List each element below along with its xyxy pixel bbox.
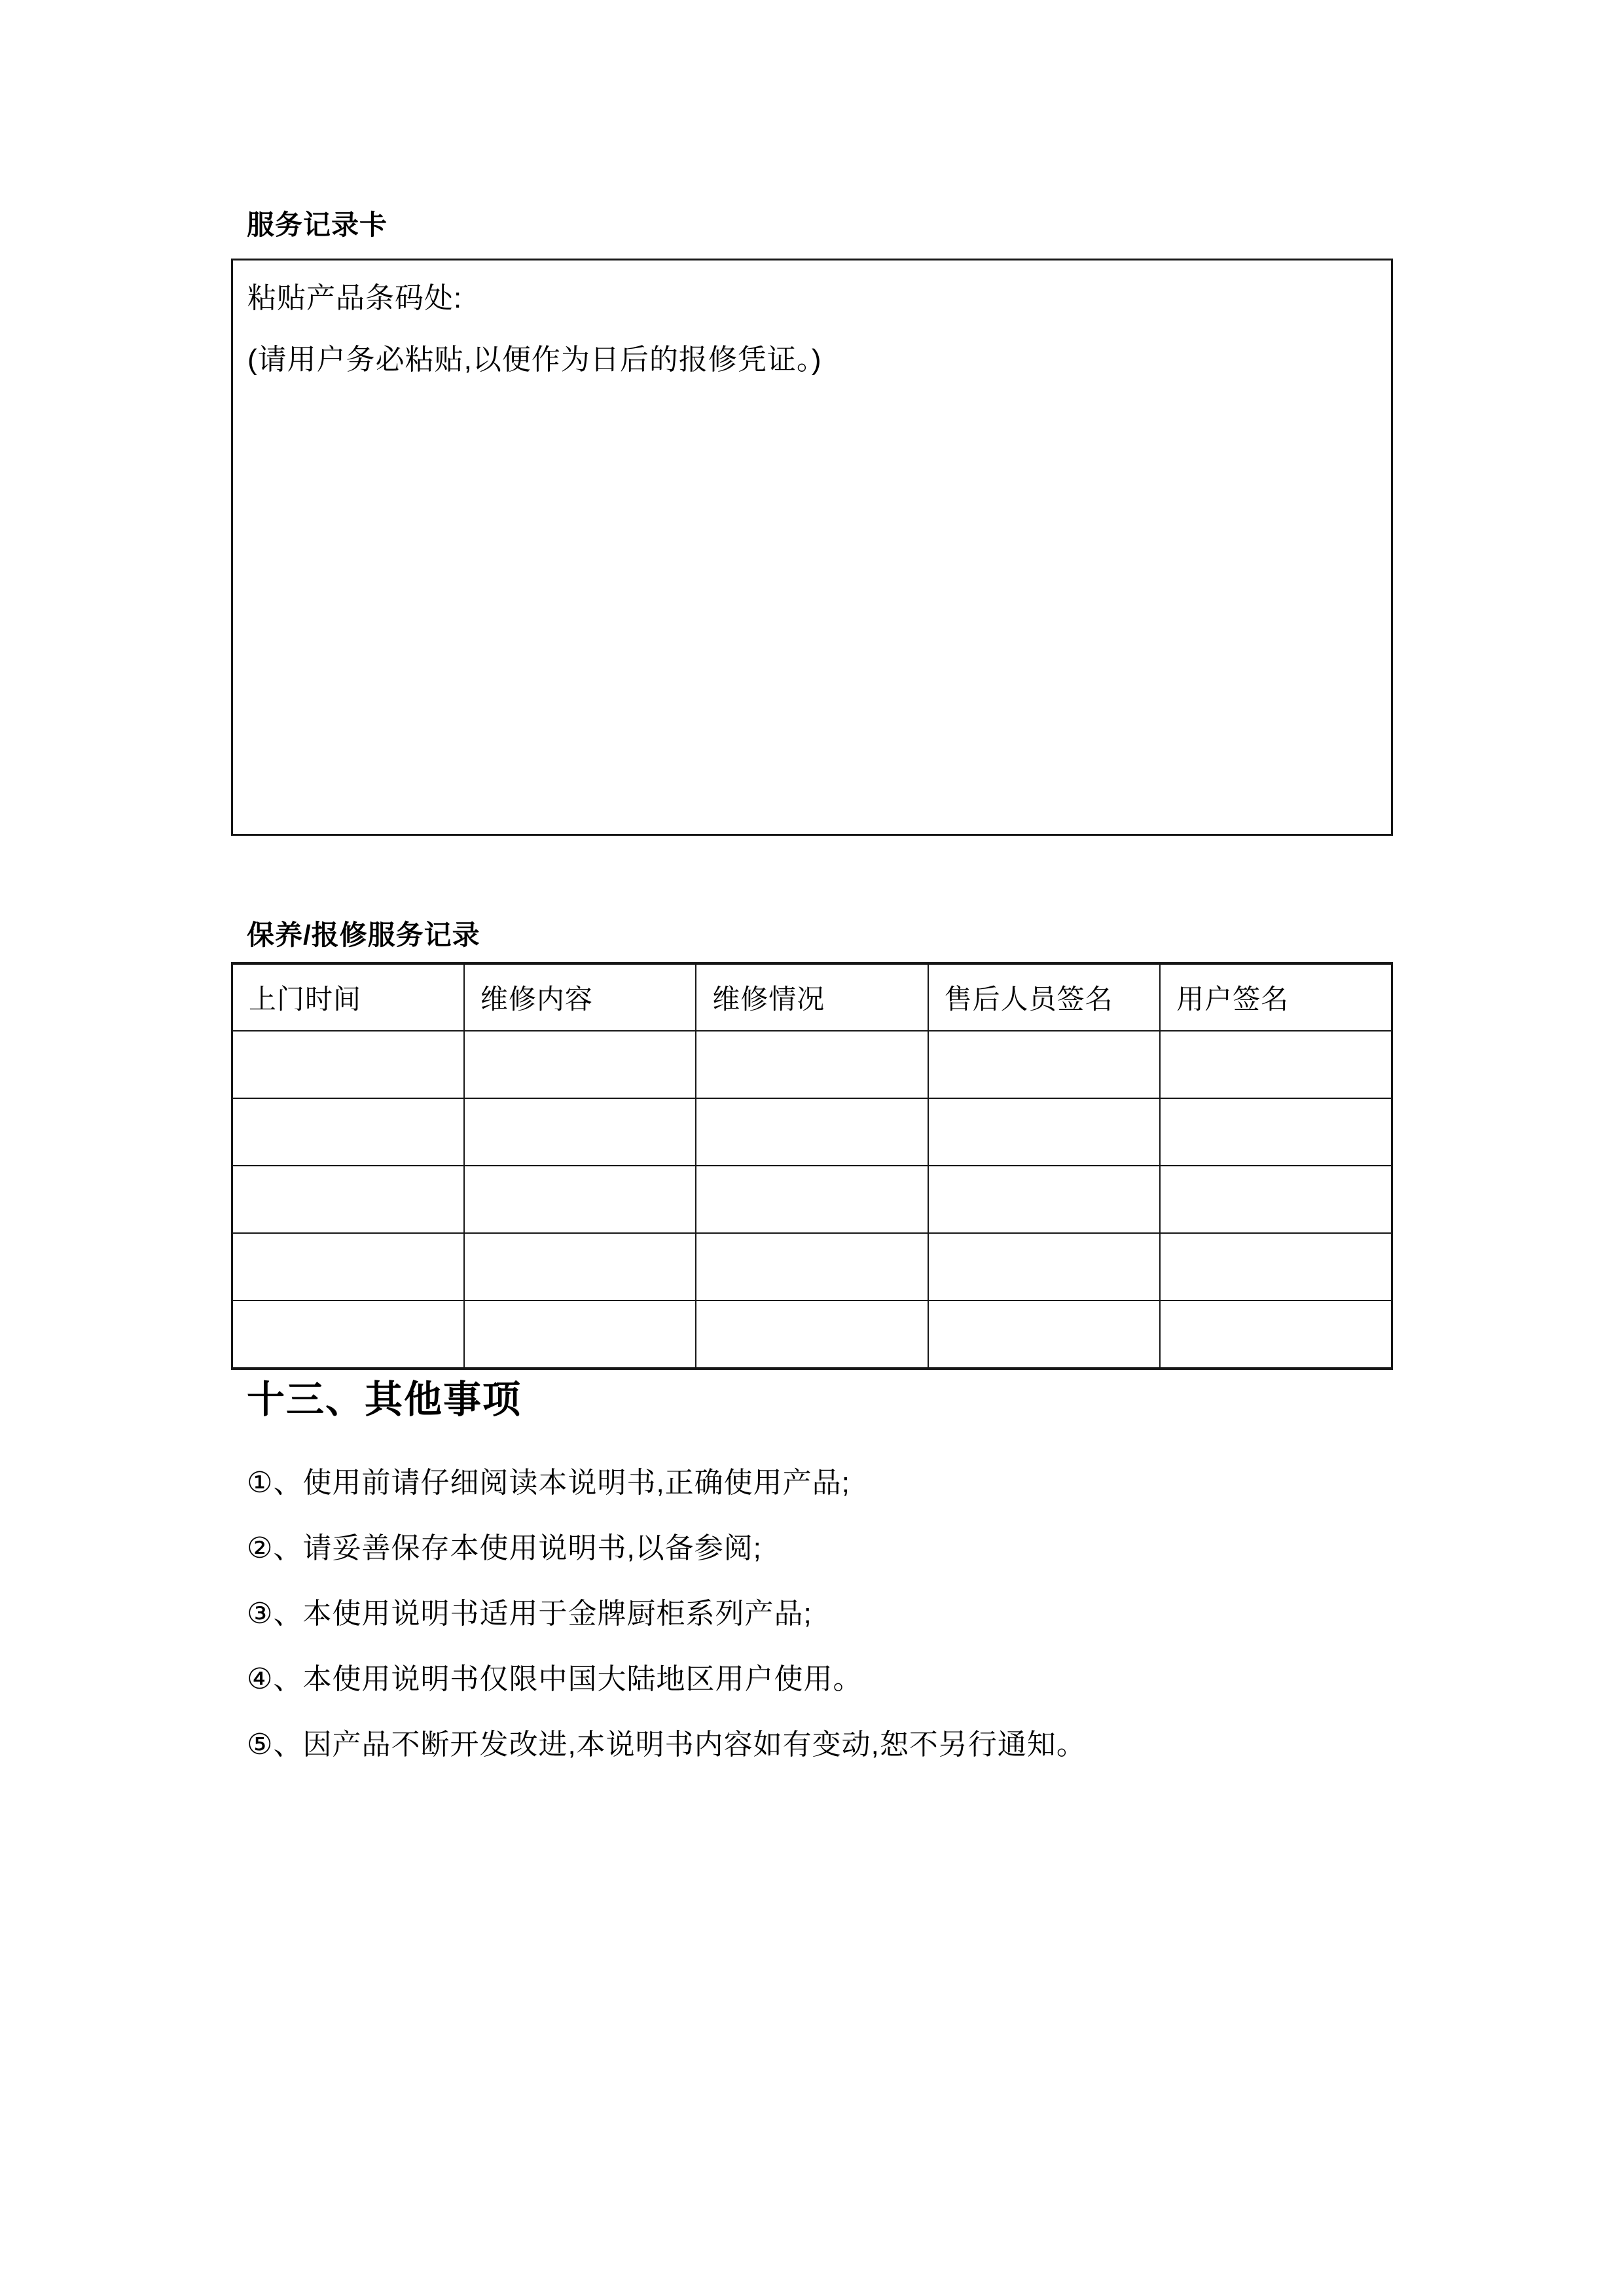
barcode-box-line1: 粘贴产品条码处:: [247, 282, 463, 314]
maintenance-record-title: 保养/报修服务记录: [247, 920, 480, 950]
section-13-title: 十三、其他事项: [247, 1378, 522, 1421]
table-cell: [464, 1300, 696, 1369]
column-header-repair-content: 维修内容: [464, 963, 696, 1031]
table-cell: [928, 1031, 1160, 1098]
table-cell: [696, 1300, 928, 1369]
barcode-box-line2: (请用户务必粘贴,以便作为日后的报修凭证。): [247, 344, 822, 376]
table-cell: [464, 1233, 696, 1300]
table-cell: [232, 1031, 464, 1098]
table-cell: [464, 1166, 696, 1233]
column-header-visit-time: 上门时间: [232, 963, 464, 1031]
column-header-repair-status: 维修情况: [696, 963, 928, 1031]
table-cell: [232, 1300, 464, 1369]
note-item-1: ①、使用前请仔细阅读本说明书,正确使用产品;: [247, 1467, 850, 1499]
column-header-staff-signature: 售后人员签名: [928, 963, 1160, 1031]
table-cell: [232, 1098, 464, 1166]
table-cell: [1160, 1031, 1392, 1098]
table-cell: [464, 1031, 696, 1098]
note-item-5: ⑤、因产品不断开发改进,本说明书内容如有变动,恕不另行通知。: [247, 1729, 1086, 1761]
table-row: [232, 1166, 1392, 1233]
table-row: [232, 1233, 1392, 1300]
table-cell: [232, 1233, 464, 1300]
table-cell: [696, 1233, 928, 1300]
note-item-3: ③、本使用说明书适用于金牌厨柜系列产品;: [247, 1598, 812, 1630]
table-cell: [696, 1098, 928, 1166]
table-cell: [928, 1233, 1160, 1300]
table-cell: [696, 1166, 928, 1233]
table-cell: [1160, 1166, 1392, 1233]
service-card-title: 服务记录卡: [247, 209, 388, 240]
table-cell: [696, 1031, 928, 1098]
table-cell: [928, 1166, 1160, 1233]
table-row: [232, 1031, 1392, 1098]
table-cell: [1160, 1300, 1392, 1369]
service-table-body: [232, 1031, 1392, 1369]
table-cell: [928, 1098, 1160, 1166]
table-cell: [232, 1166, 464, 1233]
table-cell: [1160, 1098, 1392, 1166]
table-cell: [1160, 1233, 1392, 1300]
table-row: [232, 1300, 1392, 1369]
note-item-2: ②、请妥善保存本使用说明书,以备参阅;: [247, 1532, 762, 1564]
table-header-row: [232, 963, 1392, 1031]
note-item-4: ④、本使用说明书仅限中国大陆地区用户使用。: [247, 1663, 863, 1695]
column-header-user-signature: 用户签名: [1160, 963, 1392, 1031]
notes-list: [247, 1465, 1490, 1792]
table-cell: [464, 1098, 696, 1166]
table-cell: [928, 1300, 1160, 1369]
table-row: [232, 1098, 1392, 1166]
service-record-table: [231, 962, 1393, 1370]
barcode-box: [231, 259, 1393, 836]
